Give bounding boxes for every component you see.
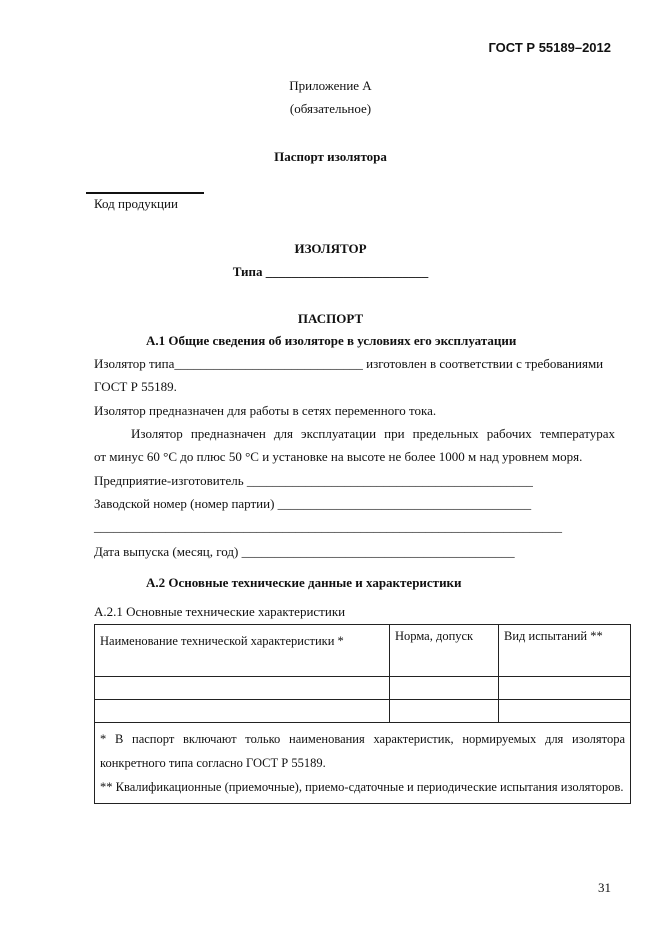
table-cell [390,700,499,723]
section1-line4: Изолятор предназначен для эксплуатации при предельных рабочих температурах [131,426,615,441]
table-cell [95,700,390,723]
section1-line2: ГОСТ Р 55189. [94,379,177,394]
table-cell [390,677,499,700]
header-norm: Норма, допуск [390,625,499,677]
header-characteristic: Наименование технической характеристики * [95,625,390,677]
serial-number-field: Заводской номер (номер партии) _______________________________________ [94,496,532,511]
table-cell [499,700,631,723]
section1-line1: Изолятор типа_____________________________ изготовлен в соответствии с требованиями [94,356,604,371]
serial-number-continuation: ________________________________________________________________________ [94,519,562,534]
appendix-status: (обязательное) [289,101,372,116]
table-caption: А.2.1 Основные технические характеристики [94,604,346,619]
note-asterisk-2: ** Квалификационные (приемочные), приемо-сдаточные и периодические испытания изоляторов. [100,780,624,794]
passport-title: ПАСПОРТ [297,311,364,326]
device-name: ИЗОЛЯТОР [294,241,367,256]
tech-characteristics-table [94,624,631,804]
product-code-line [86,192,204,194]
device-type-line: Типа _________________________ [232,264,429,279]
page-number: 31 [598,880,611,895]
table-header-row [95,625,631,677]
section1-line5: от минус 60 °С до плюс 50 °С и установке на высоте не более 1000 м над уровнем моря. [94,449,583,464]
table-row [95,677,631,700]
section1-line3: Изолятор предназначен для работы в сетях переменного тока. [94,403,437,418]
table-cell [95,677,390,700]
section2-heading: А.2 Основные технические данные и характеристики [146,575,462,590]
header-test-type: Вид испытаний ** [499,625,631,677]
note-asterisk-1: * В паспорт включают только наименования характеристик, нормируемых для изолятора конкретного типа согласно ГОСТ Р 55189. [100,732,625,770]
product-code-label: Код продукции [94,196,178,211]
standard-header: ГОСТ Р 55189–2012 [488,40,611,55]
table-row [95,700,631,723]
release-date-field: Дата выпуска (месяц, год) __________________________________________ [94,544,515,559]
table-cell [499,677,631,700]
manufacturer-field: Предприятие-изготовитель ____________________________________________ [94,473,533,488]
appendix-title: Приложение А [289,78,372,93]
table-notes [95,723,631,804]
table-notes-row [95,723,631,804]
section1-heading: А.1 Общие сведения об изоляторе в условиях его эксплуатации [146,333,517,348]
doc-title: Паспорт изолятора [274,149,387,164]
